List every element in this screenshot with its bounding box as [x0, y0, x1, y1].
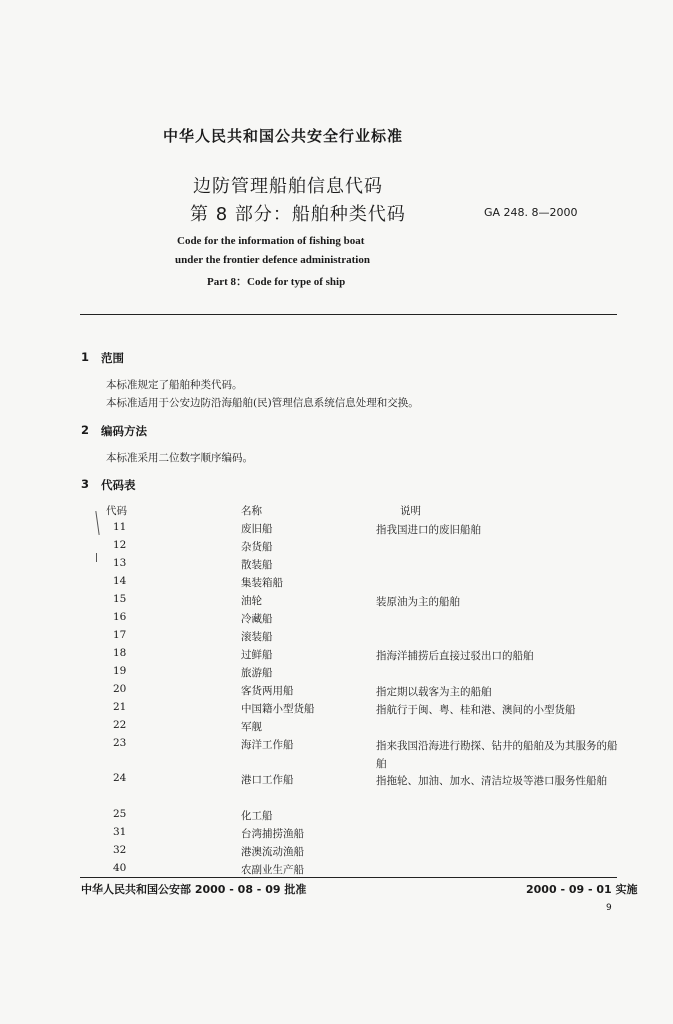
table-row — [0, 844, 673, 862]
row-code: 22 — [113, 719, 127, 731]
row-name: 冷藏船 — [241, 613, 273, 625]
row-code: 12 — [113, 539, 127, 551]
row-description: 指海洋捕捞后直接过驳出口的船舶 — [376, 650, 534, 662]
row-code: 15 — [113, 593, 127, 605]
row-name: 废旧船 — [241, 523, 273, 535]
row-name: 集装箱船 — [241, 577, 283, 589]
table-row — [0, 521, 673, 539]
row-name: 台湾捕捞渔船 — [241, 828, 304, 840]
standard-category-title: 中华人民共和国公共安全行业标准 — [163, 127, 404, 145]
row-name: 港口工作船 — [241, 774, 294, 786]
row-name: 港澳流动渔船 — [241, 846, 304, 858]
row-code: 13 — [113, 557, 127, 569]
document-title-line2: 第 8 部分：船舶种类代码 — [190, 204, 406, 225]
english-title-line1: Code for the information of fishing boat — [177, 235, 365, 247]
table-header-row — [0, 503, 673, 521]
row-description: 指我国进口的废旧船舶 — [376, 524, 481, 536]
approval-statement: 中华人民共和国公安部 2000 - 08 - 09 批准 — [81, 883, 307, 896]
page-number: 9 — [606, 903, 612, 913]
row-code: 21 — [113, 701, 127, 713]
paragraph: 本标准适用于公安边防沿海船舶(民)管理信息系统信息处理和交换。 — [106, 397, 419, 409]
column-header-description: 说明 — [400, 505, 421, 517]
table-row — [0, 719, 673, 737]
row-name: 军舰 — [241, 721, 262, 733]
row-description: 指航行于闽、粤、桂和港、澳间的小型货船 — [376, 704, 576, 716]
row-description: 指定期以载客为主的船舶 — [376, 686, 492, 698]
table-row — [0, 575, 673, 593]
row-code: 16 — [113, 611, 127, 623]
row-name: 中国籍小型货船 — [241, 703, 315, 715]
table-row — [0, 539, 673, 557]
row-code: 17 — [113, 629, 127, 641]
row-description: 指拖轮、加油、加水、清洁垃圾等港口服务性船舶 — [376, 775, 607, 787]
row-name: 滚装船 — [241, 631, 273, 643]
row-description: 装原油为主的船舶 — [376, 596, 460, 608]
scan-mark — [96, 553, 97, 562]
table-row — [0, 665, 673, 683]
table-row — [0, 629, 673, 647]
row-name: 化工船 — [241, 810, 273, 822]
english-title-line3: Part 8：Code for type of ship — [207, 276, 346, 288]
header-divider — [80, 314, 617, 315]
row-code: 20 — [113, 683, 127, 695]
section-number: 3 — [81, 477, 90, 491]
row-code: 24 — [113, 772, 127, 784]
table-row — [0, 701, 673, 719]
table-row — [0, 611, 673, 629]
paragraph: 本标准规定了船舶种类代码。 — [106, 379, 243, 391]
table-row — [0, 808, 673, 826]
row-code: 32 — [113, 844, 127, 856]
row-description: 指来我国沿海进行勘探、钻井的船舶及为其服务的船舶 — [376, 740, 618, 770]
row-code: 18 — [113, 647, 127, 659]
row-name: 杂货船 — [241, 541, 273, 553]
section-number: 2 — [81, 423, 90, 437]
row-code: 19 — [113, 665, 127, 677]
column-header-name: 名称 — [241, 505, 262, 517]
row-name: 海洋工作船 — [241, 739, 294, 751]
table-row — [0, 593, 673, 611]
section-title: 代码表 — [101, 478, 136, 492]
section-number: 1 — [81, 350, 90, 364]
standard-number: GA 248. 8—2000 — [484, 206, 578, 219]
effective-date: 2000 - 09 - 01 实施 — [526, 883, 638, 896]
section-title: 编码方法 — [101, 424, 147, 438]
document-title-line1: 边防管理船舶信息代码 — [193, 176, 383, 197]
row-code: 23 — [113, 737, 127, 749]
english-title-line2: under the frontier defence administration — [175, 254, 370, 266]
table-row — [0, 557, 673, 575]
row-name: 油轮 — [241, 595, 262, 607]
table-row — [0, 826, 673, 844]
table-row — [0, 772, 673, 808]
row-name: 旅游船 — [241, 667, 273, 679]
row-name: 散装船 — [241, 559, 273, 571]
row-code: 25 — [113, 808, 127, 820]
row-name: 过鲜船 — [241, 649, 273, 661]
row-code: 11 — [113, 521, 127, 533]
row-code: 14 — [113, 575, 127, 587]
table-row — [0, 647, 673, 665]
row-name: 客货两用船 — [241, 685, 294, 697]
row-code: 31 — [113, 826, 127, 838]
table-row — [0, 737, 673, 773]
paragraph: 本标准采用二位数字顺序编码。 — [106, 452, 253, 464]
footer-divider — [80, 877, 617, 878]
row-name: 农副业生产船 — [241, 864, 304, 876]
row-code: 40 — [113, 862, 127, 874]
section-title: 范围 — [101, 351, 124, 365]
table-row — [0, 683, 673, 701]
column-header-code: 代码 — [106, 505, 127, 517]
